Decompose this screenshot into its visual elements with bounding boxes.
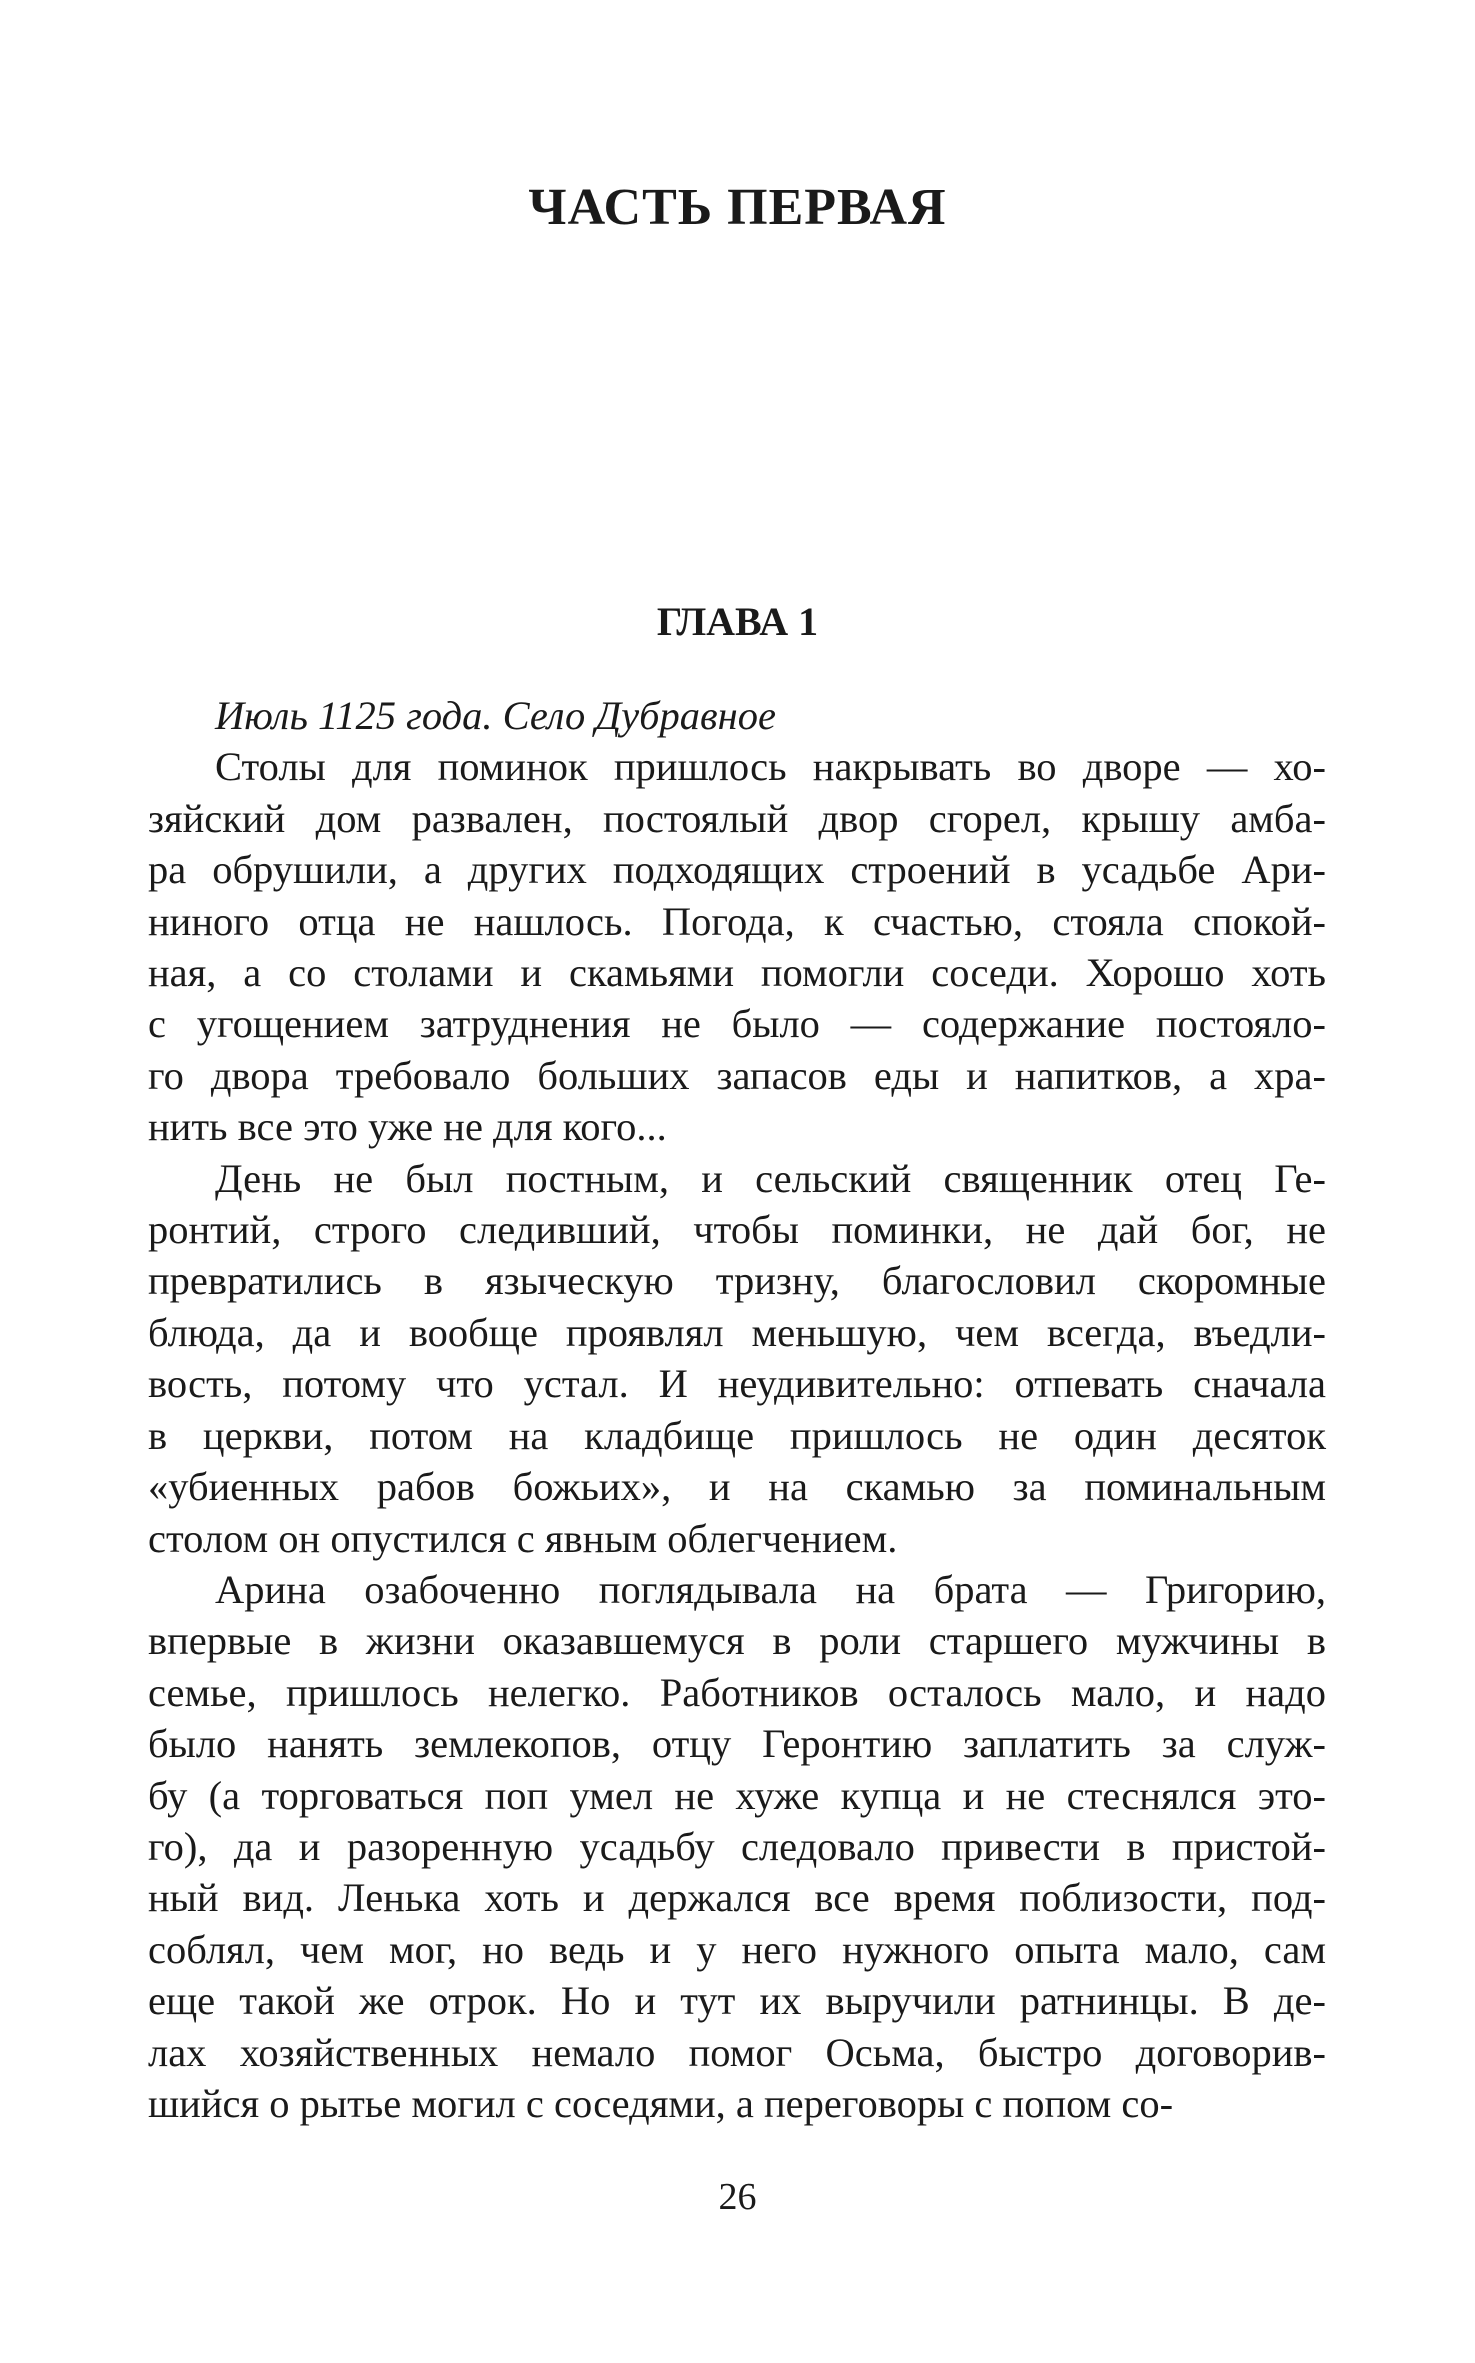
- chapter-title: ГЛАВА 1: [656, 599, 819, 644]
- text-line: семье, пришлось нелегко. Работников осталось мало, и надо: [148, 1669, 1326, 1715]
- text-line: еще такой же отрок. Но и тут их выручили ратнинцы. В де-: [148, 1978, 1326, 2024]
- text-line: День не был постным, и сельский священник отец Ге-: [215, 1155, 1326, 1201]
- text-line: соблял, чем мог, но ведь и у него нужного опыта мало, сам: [148, 1926, 1326, 1972]
- text-line: превратились в языческую тризну, благословил скоромные: [148, 1258, 1326, 1304]
- text-line: ронтий, строго следивший, чтобы поминки, не дай бог, не: [148, 1207, 1326, 1253]
- text-line: ный вид. Ленька хоть и держался все время поблизости, под-: [148, 1875, 1326, 1921]
- text-line: ная, а со столами и скамьями помогли соседи. Хорошо хоть: [148, 950, 1326, 996]
- text-line: впервые в жизни оказавшемуся в роли старшего мужчины в: [148, 1618, 1326, 1664]
- body-text: [148, 690, 1326, 2129]
- part-title: ЧАСТЬ ПЕРВАЯ: [528, 179, 947, 236]
- text-line: с угощением затруднения не было — содержание постояло-: [148, 1001, 1326, 1047]
- epigraph: Июль 1125 года. Село Дубравное: [215, 693, 776, 738]
- page-number: 26: [718, 2176, 757, 2218]
- paragraph: [148, 1153, 1326, 1564]
- text-line: нить все это уже не для кого...: [148, 1104, 667, 1150]
- text-line: столом он опустился с явным облегчением.: [148, 1515, 898, 1561]
- text-line: «убиенных рабов божьих», и на скамью за поминальным: [148, 1464, 1326, 1510]
- text-line: ниного отца не нашлось. Погода, к счастью, стояла спокой-: [148, 898, 1326, 944]
- text-line: блюда, да и вообще проявлял меньшую, чем всегда, въедли-: [148, 1309, 1326, 1355]
- paragraph: [148, 741, 1326, 1152]
- text-line: го), да и разоренную усадьбу следовало привести в пристой-: [148, 1823, 1326, 1869]
- text-line: го двора требовало больших запасов еды и напитков, а хра-: [148, 1052, 1326, 1098]
- text-line: зяйский дом развален, постоялый двор сгорел, крышу амба-: [148, 795, 1326, 841]
- text-line: ра обрушили, а других подходящих строений в усадьбе Ари-: [148, 847, 1326, 893]
- text-line: Столы для поминок пришлось накрывать во дворе — хо-: [215, 744, 1326, 790]
- text-line: в церкви, потом на кладбище пришлось не один десяток: [148, 1412, 1326, 1458]
- paragraphs: [148, 741, 1326, 2129]
- text-line: лах хозяйственных немало помог Осьма, быстро договорив-: [148, 2029, 1326, 2075]
- text-line: вость, потому что устал. И неудивительно: отпевать сначала: [148, 1361, 1326, 1407]
- paragraph: [148, 1564, 1326, 2129]
- text-line: бу (а торговаться поп умел не хуже купца и не стеснялся это-: [148, 1772, 1326, 1818]
- text-line: шийся о рытье могил с соседями, а переговоры с попом со-: [148, 2080, 1174, 2126]
- text-line: Арина озабоченно поглядывала на брата — Григорию,: [215, 1566, 1326, 1612]
- text-line: было нанять землекопов, отцу Геронтию заплатить за служ-: [148, 1721, 1326, 1767]
